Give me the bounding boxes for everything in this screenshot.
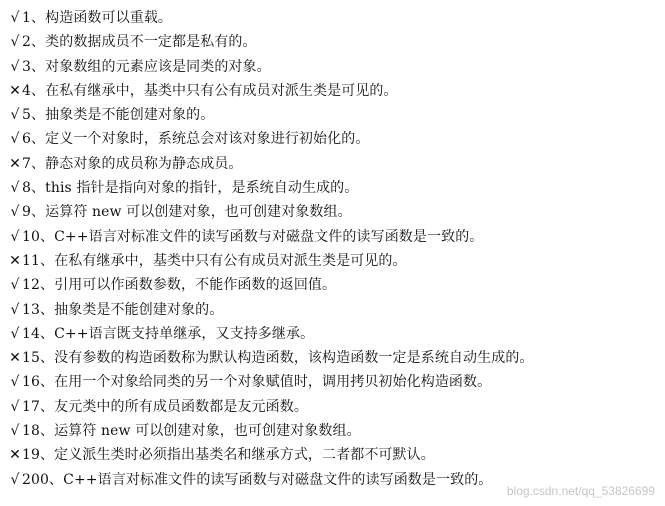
item-text: 在私有继承中，基类中只有公有成员对派生类是可见的。 <box>45 82 398 99</box>
item-number: 5 <box>22 107 32 124</box>
item-number: 9 <box>22 204 32 221</box>
list-item <box>8 395 534 419</box>
item-number: 12 <box>22 277 41 294</box>
list-item <box>8 152 534 176</box>
item-text: 没有参数的构造函数称为默认构造函数，该构造函数一定是系统自动生成的。 <box>54 350 534 367</box>
item-number: 10 <box>22 228 41 245</box>
item-text: C++语言对标准文件的读写函数与对磁盘文件的读写函数是一致的。 <box>54 228 484 245</box>
item-number: 14 <box>22 325 41 342</box>
list-item <box>8 30 534 54</box>
item-separator: 、 <box>31 34 46 51</box>
result-mark: √ <box>10 374 20 391</box>
item-text: 定义派生类时必须指出基类名和继承方式，二者都不可默认。 <box>54 447 435 464</box>
result-mark: √ <box>10 325 20 342</box>
item-number: 18 <box>22 423 41 440</box>
list-item <box>8 103 534 127</box>
item-number: 4 <box>22 82 32 99</box>
item-separator: 、 <box>31 107 46 124</box>
result-mark: √ <box>10 423 20 440</box>
list-item <box>8 225 534 249</box>
answer-list <box>8 6 534 492</box>
result-mark: √ <box>10 107 20 124</box>
result-mark: √ <box>10 34 20 51</box>
item-separator: 、 <box>40 228 55 245</box>
result-mark: ✕ <box>9 82 21 99</box>
list-item <box>8 468 534 492</box>
list-item <box>8 200 534 224</box>
item-text: C++语言对标准文件的读写函数与对磁盘文件的读写函数是一致的。 <box>63 471 493 488</box>
item-separator: 、 <box>40 350 55 367</box>
list-item <box>8 79 534 103</box>
result-mark: ✕ <box>9 350 21 367</box>
result-mark: √ <box>10 58 20 75</box>
list-item <box>8 249 534 273</box>
item-text: 抽象类是不能创建对象的。 <box>45 107 215 124</box>
result-mark: √ <box>10 471 20 488</box>
item-number: 6 <box>22 131 32 148</box>
item-separator: 、 <box>40 325 55 342</box>
item-text: 静态对象的成员称为静态成员。 <box>45 155 243 172</box>
item-text: 引用可以作函数参数，不能作函数的返回值。 <box>54 277 337 294</box>
result-mark: √ <box>10 228 20 245</box>
item-separator: 、 <box>31 155 46 172</box>
result-mark: √ <box>10 398 20 415</box>
result-mark: ✕ <box>9 155 21 172</box>
item-number: 1 <box>22 10 32 26</box>
item-separator: 、 <box>31 58 46 75</box>
result-mark: √ <box>10 277 20 294</box>
item-text: 在私有继承中，基类中只有公有成员对派生类是可见的。 <box>54 252 407 269</box>
item-number: 19 <box>22 447 41 464</box>
item-text: 构造函数可以重载。 <box>45 10 173 26</box>
item-text: 抽象类是不能创建对象的。 <box>54 301 224 318</box>
item-text: 在用一个对象给同类的另一个对象赋值时，调用拷贝初始化构造函数。 <box>54 374 492 391</box>
item-number: 7 <box>22 155 32 172</box>
result-mark: √ <box>10 204 20 221</box>
list-item <box>8 443 534 467</box>
list-item <box>8 419 534 443</box>
item-separator: 、 <box>40 398 55 415</box>
item-number: 17 <box>22 398 41 415</box>
item-text: 运算符 new 可以创建对象，也可创建对象数组。 <box>45 204 352 221</box>
item-separator: 、 <box>31 82 46 99</box>
result-mark: √ <box>10 301 20 318</box>
item-text: 对象数组的元素应该是同类的对象。 <box>45 58 271 75</box>
item-separator: 、 <box>49 471 64 488</box>
result-mark: ✕ <box>9 447 21 464</box>
item-number: 16 <box>22 374 41 391</box>
list-item <box>8 176 534 200</box>
item-text: C++语言既支持单继承，又支持多继承。 <box>54 325 315 342</box>
list-item <box>8 346 534 370</box>
item-separator: 、 <box>31 131 46 148</box>
item-separator: 、 <box>31 204 46 221</box>
item-number: 11 <box>22 252 41 269</box>
item-number: 3 <box>22 58 32 75</box>
list-item <box>8 55 534 79</box>
item-separator: 、 <box>40 374 55 391</box>
item-number: 200 <box>22 471 50 488</box>
item-separator: 、 <box>40 301 55 318</box>
list-item <box>8 273 534 297</box>
item-number: 15 <box>22 350 41 367</box>
item-text: 定义一个对象时，系统总会对该对象进行初始化的。 <box>45 131 370 148</box>
item-text: 友元类中的所有成员函数都是友元函数。 <box>54 398 308 415</box>
item-separator: 、 <box>40 252 55 269</box>
list-item <box>8 127 534 151</box>
result-mark: ✕ <box>9 252 21 269</box>
item-separator: 、 <box>31 180 46 197</box>
item-text: this 指针是指向对象的指针，是系统自动生成的。 <box>45 180 359 197</box>
item-separator: 、 <box>31 10 46 26</box>
watermark: blog.csdn.net/qq_53826699 <box>506 484 655 498</box>
result-mark: √ <box>10 10 20 26</box>
list-item <box>8 370 534 394</box>
result-mark: √ <box>10 131 20 148</box>
item-separator: 、 <box>40 447 55 464</box>
item-text: 类的数据成员不一定都是私有的。 <box>45 34 257 51</box>
list-item <box>8 298 534 322</box>
item-number: 2 <box>22 34 32 51</box>
item-number: 8 <box>22 180 32 197</box>
item-number: 13 <box>22 301 41 318</box>
item-separator: 、 <box>40 277 55 294</box>
list-item <box>8 322 534 346</box>
item-separator: 、 <box>40 423 55 440</box>
result-mark: √ <box>10 180 20 197</box>
list-item <box>8 6 534 30</box>
item-text: 运算符 new 可以创建对象，也可创建对象数组。 <box>54 423 361 440</box>
